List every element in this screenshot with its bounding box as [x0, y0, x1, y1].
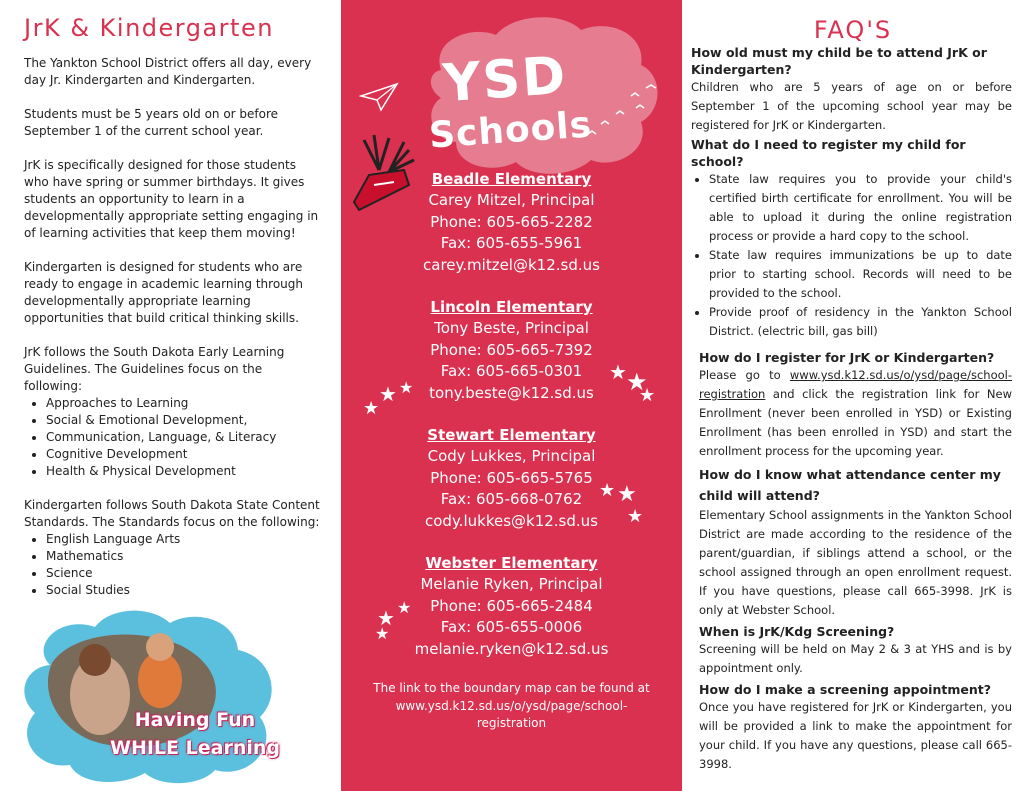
faq-question: When is JrK/Kdg Screening? — [699, 624, 895, 639]
standards-list — [24, 531, 320, 599]
star-icon: ★ — [397, 598, 412, 617]
faq-answer — [691, 366, 1012, 461]
school-principal: Carey Mitzel, Principal — [428, 191, 595, 209]
faq-answer: Elementary School assignments in the Yankton School District are made according to the residence of the parent/guardian, if siblings attend a school, or the school assigned through an open enrollment request. If you have questions, please call 665-3998. JrK is only at Webster School. — [699, 508, 1012, 617]
faq-question: How old must my child be to attend JrK or Kindergarten? — [691, 45, 987, 77]
right-panel — [682, 0, 1024, 791]
star-icon: ★ — [363, 398, 380, 419]
faq-body — [691, 44, 1012, 774]
star-icon: ★ — [639, 385, 656, 406]
faq-answer: Children who are 5 years of age on or before September 1 of the upcoming school year may be registered for JrK or Kindergarten. — [691, 80, 1012, 132]
faq-question: What do I need to register my child for school? — [691, 137, 966, 169]
intro-paragraph: The Yankton School District offers all day, every day Jr. Kindergarten and Kindergarten. — [24, 56, 312, 87]
left-panel — [0, 0, 341, 791]
caption-line-1: Having Fun — [134, 709, 256, 731]
school-phone: Phone: 605-665-2282 — [430, 212, 593, 231]
school-email: melanie.ryken@k12.sd.us — [414, 639, 609, 658]
logo-schools: Schools — [427, 104, 594, 157]
list-item: • Mathematics — [46, 548, 320, 565]
list-item: • Provide proof of residency in the Yankton School District. (electric bill, gas bill) — [709, 303, 1012, 341]
star-icon: ★ — [379, 382, 397, 406]
school-email: tony.beste@k12.sd.us — [429, 383, 594, 402]
photo-caption — [100, 706, 290, 762]
school-name: Webster Elementary — [425, 554, 598, 572]
school-phone: Phone: 605-665-2484 — [430, 596, 593, 615]
star-icon: ★ — [627, 506, 644, 527]
registration-link[interactable]: www.ysd.k12.sd.us/o/ysd/page/school-registration — [699, 368, 1013, 401]
list-item: • Social & Emotional Development, — [46, 412, 320, 429]
school-phone: Phone: 605-665-5765 — [430, 468, 593, 487]
school-list — [341, 168, 682, 680]
list-item: • Approaches to Learning — [46, 395, 320, 412]
jrk-paragraph: JrK is specifically designed for those students who have spring or summer birthdays. It gives students an opportunity to learn in a developmentally appropriate setting engaging in of learning activities that keep them moving! — [24, 158, 319, 240]
left-title: JrK & Kindergarten — [24, 14, 274, 42]
bird-flock-icon — [586, 80, 661, 140]
star-icon: ★ — [626, 368, 648, 396]
logo-ysd: YSD — [441, 45, 570, 115]
kindergarten-paragraph: Kindergarten is designed for students who are ready to engage in academic learning through developmentally appropriate learning opportunities that build critical thinking skills. — [24, 260, 303, 325]
faq-question: How do I make a screening appointment? — [699, 682, 991, 697]
guidelines-paragraph: JrK follows the South Dakota Early Learning Guidelines. The Guidelines focus on the following: — [24, 345, 285, 393]
school-fax: Fax: 605-655-5961 — [440, 234, 583, 252]
list-item: • Health & Physical Development — [46, 463, 320, 480]
list-item: • State law requires you to provide your child's certified birth certificate for enrollment. You will be able to upload it during the online registration process or provide a hard copy to the school. — [709, 170, 1012, 246]
answer-text: Please go to — [699, 368, 781, 382]
school-email: cody.lukkes@k12.sd.us — [425, 511, 598, 530]
paper-plane-icon — [359, 82, 399, 112]
star-icon: ★ — [617, 482, 637, 507]
star-icon: ★ — [377, 606, 395, 630]
faq-question: How do I know what attendance center my child will attend? — [699, 467, 1001, 503]
age-paragraph: Students must be 5 years old on or before September 1 of the current school year. — [24, 107, 279, 138]
faq-answer-list — [691, 170, 1012, 341]
middle-panel — [341, 0, 682, 791]
star-icon: ★ — [599, 480, 616, 501]
standards-paragraph: Kindergarten follows South Dakota State Content Standards. The Standards focus on the following: — [24, 498, 320, 529]
faq-answer: Screening will be held on May 2 & 3 at YHS and is by appointment only. — [699, 642, 1012, 675]
school-fax: Fax: 605-665-0301 — [440, 362, 583, 380]
school-principal: Cody Lukkes, Principal — [427, 447, 596, 465]
school-name: Stewart Elementary — [427, 426, 596, 444]
school-email: carey.mitzel@k12.sd.us — [423, 255, 600, 274]
school-fax: Fax: 605-655-0006 — [440, 618, 583, 636]
list-item: • State law requires immunizations be up to date prior to starting school. Records will need to be provided to the school. — [709, 246, 1012, 303]
star-icon: ★ — [399, 378, 414, 397]
star-icon: ★ — [375, 624, 390, 643]
school-name: Lincoln Elementary — [430, 298, 593, 316]
school-phone: Phone: 605-665-7392 — [430, 340, 593, 359]
list-item: • Social Studies — [46, 582, 320, 599]
school-principal: Tony Beste, Principal — [434, 319, 589, 337]
left-body — [24, 55, 320, 616]
caption-line-2: WHILE Learning — [110, 737, 280, 759]
answer-text: and click the registration link for New Enrollment (never been enrolled in YSD) or Existing Enrollment (has been enrolled in YSD) and start the enrollment process for the upcoming year. — [699, 387, 1012, 458]
faq-title: FAQ'S — [813, 16, 893, 44]
boundary-map-note: The link to the boundary map can be found at www.ysd.k12.sd.us/o/ysd/page/school-registration — [373, 681, 650, 730]
list-item: • Science — [46, 565, 320, 582]
faq-answer: Once you have registered for JrK or Kindergarten, you will be provided a link to make the appointment for your child. If you have any questions, please call 665-3998. — [699, 700, 1012, 771]
school-principal: Melanie Ryken, Principal — [420, 575, 603, 593]
guidelines-list — [24, 395, 320, 480]
star-icon: ★ — [609, 360, 627, 384]
school-name: Beadle Elementary — [431, 170, 592, 188]
list-item: • English Language Arts — [46, 531, 320, 548]
list-item: • Communication, Language, & Literacy — [46, 429, 320, 446]
faq-question: How do I register for JrK or Kindergarten? — [699, 350, 995, 365]
school-card — [341, 168, 682, 276]
school-fax: Fax: 605-668-0762 — [440, 490, 583, 508]
list-item: • Cognitive Development — [46, 446, 320, 463]
